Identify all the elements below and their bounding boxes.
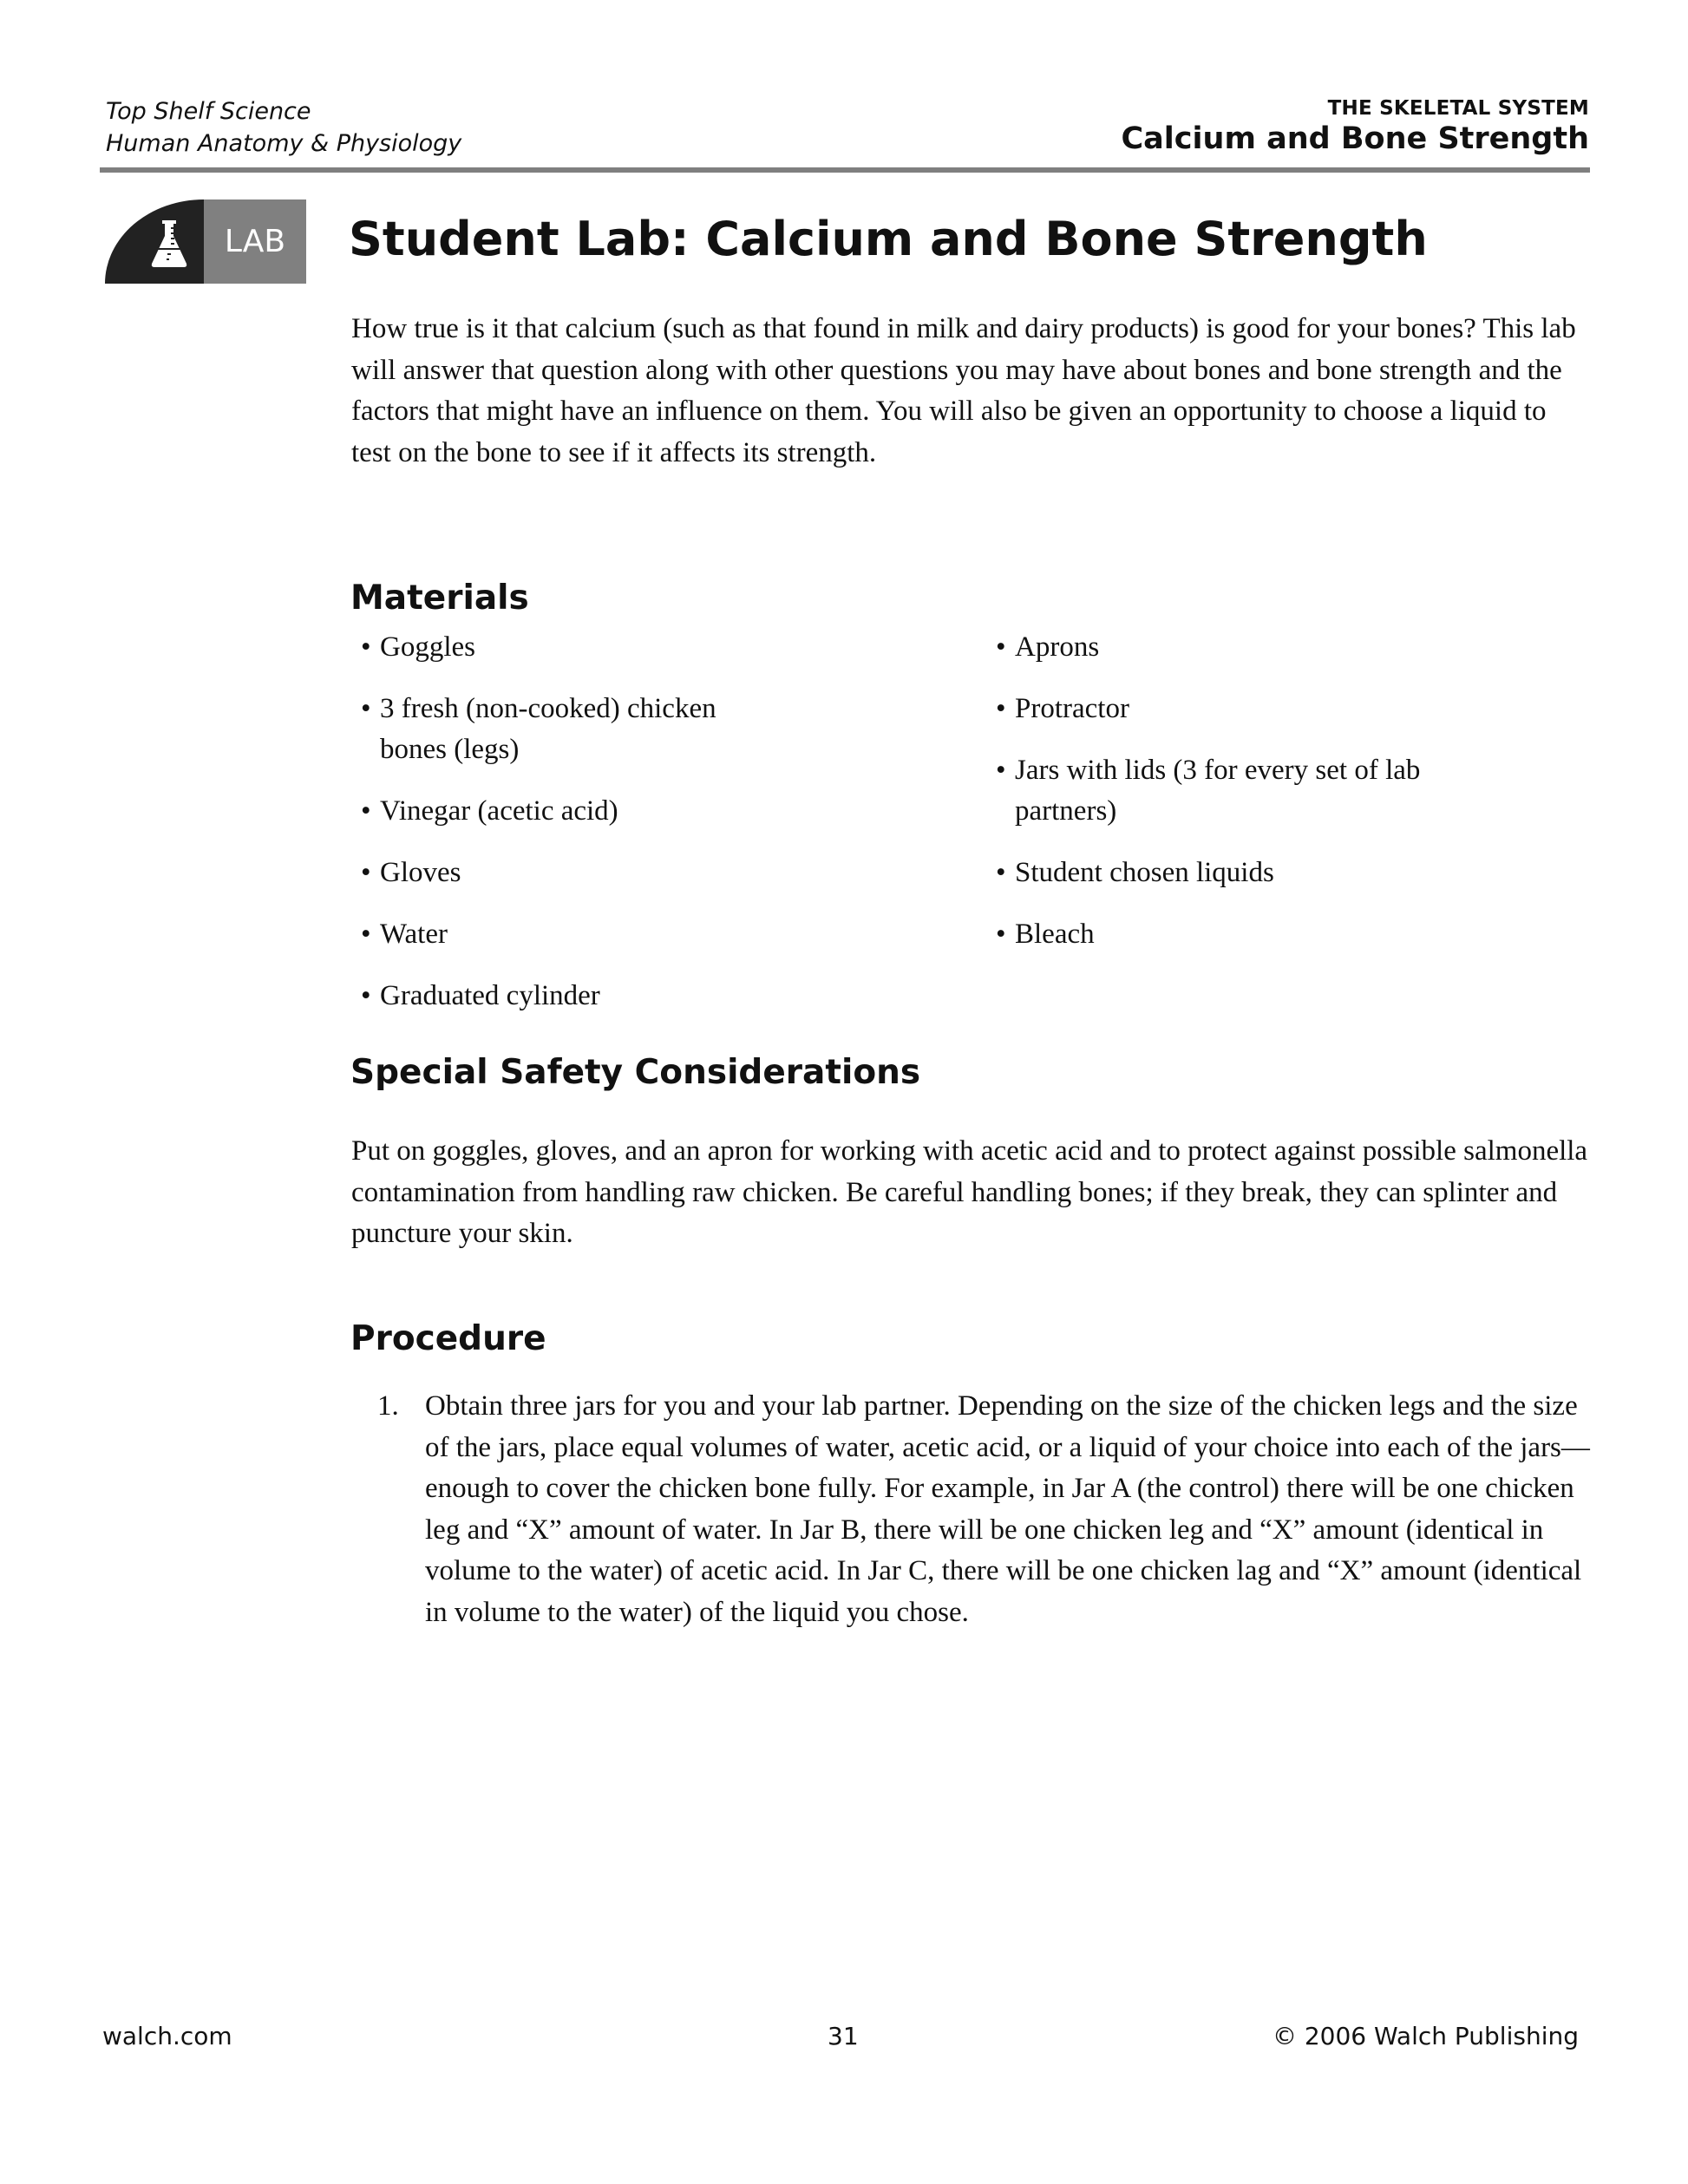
list-item-text: 3 fresh (non-cooked) chicken bones (legs) — [380, 693, 716, 765]
list-item — [361, 689, 899, 770]
list-item — [361, 976, 899, 1017]
list-item-text: Goggles — [380, 631, 475, 663]
list-item-text: Bleach — [1015, 919, 1095, 950]
list-item — [996, 627, 1534, 668]
list-item-text: Protractor — [1015, 693, 1129, 724]
materials-list-left — [361, 627, 899, 1037]
bullet: • — [361, 980, 371, 1011]
unit-name: THE SKELETAL SYSTEM — [1327, 97, 1589, 120]
list-item-text: Jars with lids (3 for every set of lab partners) — [1015, 755, 1421, 827]
topic-name: Calcium and Bone Strength — [1121, 121, 1589, 156]
header-rule — [100, 167, 1590, 173]
list-item — [361, 627, 899, 668]
bullet: • — [996, 755, 1006, 786]
procedure-heading: Procedure — [350, 1319, 546, 1358]
list-item-text: Water — [380, 919, 448, 950]
flask-icon — [148, 217, 190, 269]
list-item — [996, 689, 1534, 729]
page-title: Student Lab: Calcium and Bone Strength — [349, 212, 1428, 266]
materials-list-right — [996, 627, 1534, 976]
list-item — [996, 853, 1534, 893]
list-item-text: Aprons — [1015, 631, 1100, 663]
materials-heading: Materials — [350, 579, 529, 618]
list-item — [996, 914, 1534, 955]
list-item — [361, 853, 899, 893]
procedure-list — [377, 1386, 1592, 1633]
bullet: • — [361, 693, 371, 724]
step-text: Obtain three jars for you and your lab partner. Depending on the size of the chicken legs and the size of the jars, place equal volumes of water, acetic acid, or a liquid of your choice into each of the jars—enough to cover the chicken bone fully. For example, in Jar A (the control) there will be one chicken leg and “X” amount of water. In Jar B, there will be one chicken leg and “X” amount (identical in volume to the water) of acetic acid. In Jar C, there will be one chicken lag and “X” amount (identical in volume to the water) of the liquid you chose. — [425, 1390, 1590, 1628]
series-name: Top Shelf Science — [106, 98, 311, 125]
list-item-text: Gloves — [380, 857, 461, 888]
list-item-text: Vinegar (acetic acid) — [380, 795, 618, 827]
bullet: • — [996, 919, 1006, 950]
safety-paragraph: Put on goggles, gloves, and an apron for working with acetic acid and to protect against possible salmonella contamination from handling raw chicken. Be careful handling bones; if they break, they can splinter and puncture your skin. — [351, 1135, 1588, 1249]
safety-heading: Special Safety Considerations — [350, 1053, 921, 1092]
list-item-text: Graduated cylinder — [380, 980, 600, 1011]
list-item — [361, 914, 899, 955]
bullet: • — [361, 857, 371, 888]
bullet: • — [361, 795, 371, 827]
bullet: • — [996, 631, 1006, 663]
footer-website: walch.com — [102, 2022, 232, 2050]
footer-copyright: © 2006 Walch Publishing — [1272, 2022, 1579, 2050]
list-item-text: Student chosen liquids — [1015, 857, 1274, 888]
procedure-step — [377, 1386, 1592, 1633]
step-number: 1. — [377, 1390, 399, 1422]
intro-paragraph: How true is it that calcium (such as that found in milk and dairy products) is good for your bones? This lab will answer that question along with other questions you may have about bones and bone strength and the factors that might have an influence on them. You will also be given an opportunity to choose a liquid to test on the bone to see if it affects its strength. — [351, 313, 1576, 468]
page-number: 31 — [828, 2022, 859, 2050]
badge-label: LAB — [204, 199, 306, 284]
lab-badge — [105, 199, 306, 284]
bullet: • — [996, 857, 1006, 888]
running-header-left — [106, 95, 461, 160]
bullet: • — [361, 919, 371, 950]
running-header-right — [1121, 95, 1589, 156]
bullet: • — [361, 631, 371, 663]
book-name: Human Anatomy & Physiology — [106, 130, 462, 157]
list-item — [996, 750, 1534, 832]
bullet: • — [996, 693, 1006, 724]
list-item — [361, 791, 899, 832]
